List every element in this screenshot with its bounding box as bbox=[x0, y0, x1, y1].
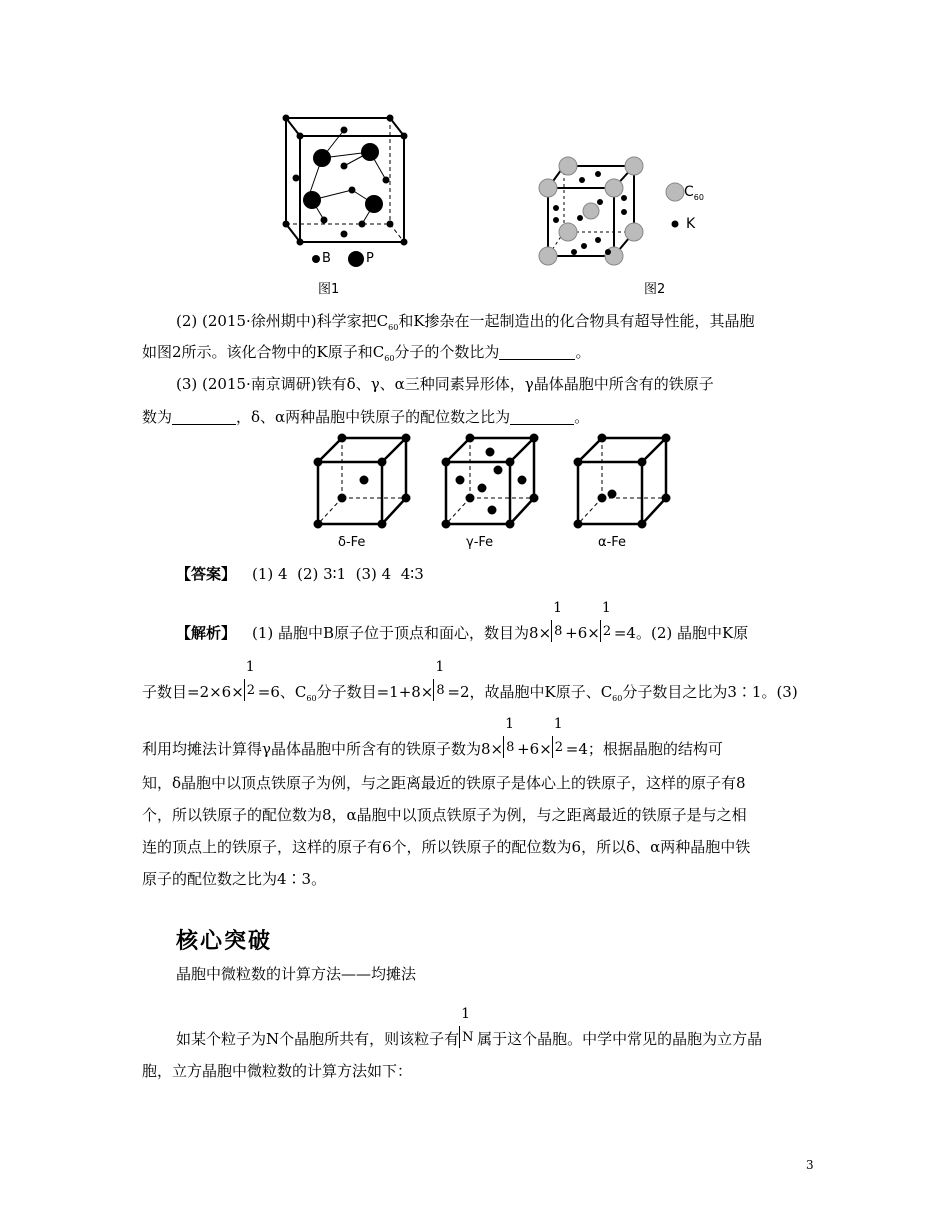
analysis-l2-d: =2，故晶胞中K原子、C bbox=[447, 683, 613, 701]
fig1-legend-b: B bbox=[322, 251, 331, 266]
fraction-1-2 bbox=[552, 716, 566, 758]
fig2-legend-c-sub: 60 bbox=[693, 193, 704, 202]
q2-end: 。 bbox=[575, 343, 591, 361]
frac-den: 2 bbox=[554, 740, 564, 755]
fig2-caption: 图2 bbox=[644, 282, 666, 297]
frac-den: 2 bbox=[602, 624, 612, 639]
answer-line bbox=[176, 563, 424, 584]
alpha-fe-cell bbox=[572, 432, 682, 532]
analysis-l2-b: =6、C bbox=[257, 683, 307, 701]
frac-bar bbox=[600, 620, 601, 642]
analysis-line-6: 连的顶点上的铁原子，这样的原子有6个，所以铁原子的配位数为6，所以δ、α两种晶胞中铁 bbox=[142, 838, 751, 856]
frac-bar bbox=[551, 620, 552, 642]
fraction-1-8 bbox=[551, 600, 565, 642]
frac-num: 1 bbox=[505, 716, 515, 732]
q2-sub-60: 60 bbox=[388, 323, 399, 332]
analysis-line-5: 个，所以铁原子的配位数为8，α晶胞中以顶点铁原子为例，与之距离最近的铁原子是与之相 bbox=[142, 806, 747, 824]
frac-den: 8 bbox=[554, 624, 563, 639]
alpha-fe-caption: α-Fe bbox=[598, 535, 627, 550]
frac-den: N bbox=[462, 1030, 474, 1045]
frac-num: 1 bbox=[553, 600, 563, 616]
answer-text: (1) 4 (2) 3∶1 (3) 4 4∶3 bbox=[252, 565, 424, 583]
frac-bar bbox=[503, 736, 504, 758]
q3-text-b: ，δ、α两种晶胞中铁原子的配位数之比为 bbox=[236, 408, 511, 426]
figure-1-bp-cell bbox=[276, 106, 416, 266]
analysis-label: 【解析】 bbox=[176, 624, 237, 642]
q2-line-1 bbox=[176, 310, 755, 332]
delta-fe-cell bbox=[312, 432, 422, 532]
q3-answer-blank-1[interactable] bbox=[172, 408, 236, 425]
analysis-l2-e: 分子数目之比为3∶1。(3) bbox=[622, 683, 798, 701]
analysis-line-3 bbox=[142, 716, 723, 759]
frac-bar bbox=[459, 1026, 460, 1048]
fig2-legend-c60 bbox=[684, 184, 704, 202]
frac-den: 2 bbox=[246, 683, 256, 698]
q3-line-2 bbox=[142, 406, 589, 427]
frac-num: 1 bbox=[553, 716, 563, 732]
q2-answer-blank[interactable] bbox=[499, 343, 575, 360]
analysis-l1-a: (1) 晶胞中B原子位于顶点和面心，数目为8× bbox=[252, 624, 552, 642]
frac-bar bbox=[244, 679, 245, 701]
sub-60: 60 bbox=[306, 694, 317, 703]
q2-text-a: (2) (2015·徐州期中)科学家把C bbox=[176, 312, 389, 330]
analysis-line-2 bbox=[142, 659, 798, 703]
q3-line-1: (3) (2015·南京调研)铁有δ、γ、α三种同素异形体，γ晶体晶胞中所含有的铁原子 bbox=[176, 375, 714, 393]
fraction-1-2 bbox=[600, 600, 614, 642]
frac-den: 8 bbox=[436, 683, 445, 698]
analysis-line-1 bbox=[176, 600, 749, 643]
q2-text-b: 和K掺杂在一起制造出的化合物具有超导性能，其晶胞 bbox=[398, 312, 755, 330]
fig2-legend-k: K bbox=[686, 216, 696, 232]
q2-text-d: 分子的个数比为 bbox=[394, 343, 500, 361]
fraction-1-8 bbox=[433, 659, 447, 701]
answer-label: 【答案】 bbox=[176, 565, 237, 583]
q3-answer-blank-2[interactable] bbox=[510, 408, 574, 425]
analysis-l2-a: 子数目=2×6× bbox=[142, 683, 244, 701]
section-subtitle: 晶胞中微粒数的计算方法——均摊法 bbox=[176, 965, 417, 983]
fraction-1-8 bbox=[503, 716, 517, 758]
frac-num: 1 bbox=[435, 659, 445, 675]
frac-den: 8 bbox=[506, 740, 515, 755]
analysis-l1-c: =4。(2) 晶胞中K原 bbox=[613, 624, 749, 642]
gamma-fe-caption: γ-Fe bbox=[466, 535, 494, 550]
analysis-line-4: 知，δ晶胞中以顶点铁原子为例，与之距离最近的铁原子是体心上的铁原子，这样的原子有8 bbox=[142, 774, 746, 792]
frac-num: 1 bbox=[461, 1006, 471, 1022]
core-p1-a: 如某个粒子为N个晶胞所共有，则该粒子有 bbox=[176, 1030, 460, 1048]
q2-sub-60-b: 60 bbox=[384, 354, 395, 363]
analysis-l3-b: +6× bbox=[517, 740, 552, 758]
q3-text-a: 数为 bbox=[142, 408, 173, 426]
core-paragraph-line-2: 胞，立方晶胞中微粒数的计算方法如下： bbox=[142, 1062, 413, 1080]
analysis-l3-a: 利用均摊法计算得γ晶体晶胞中所含有的铁原子数为8× bbox=[142, 740, 504, 758]
fig2-legend-c: C bbox=[684, 184, 694, 200]
frac-num: 1 bbox=[601, 600, 611, 616]
analysis-l3-c: =4；根据晶胞的结构可 bbox=[565, 740, 723, 758]
core-paragraph-line-1 bbox=[176, 1006, 763, 1049]
sub-60: 60 bbox=[612, 694, 623, 703]
gamma-fe-cell bbox=[440, 432, 550, 532]
fraction-1-n bbox=[459, 1006, 474, 1048]
frac-bar bbox=[552, 736, 553, 758]
analysis-l2-c: 分子数目=1+8× bbox=[316, 683, 434, 701]
fraction-1-2 bbox=[244, 659, 258, 701]
analysis-l1-b: +6× bbox=[565, 624, 600, 642]
q2-line-2 bbox=[142, 341, 590, 363]
page-number: 3 bbox=[806, 1158, 814, 1172]
fig1-legend-p: P bbox=[366, 251, 374, 266]
q2-text-c: 如图2所示。该化合物中的K原子和C bbox=[142, 343, 385, 361]
q3-end: 。 bbox=[574, 408, 590, 426]
figure-2-k-c60-cell bbox=[538, 158, 708, 268]
fig1-caption: 图1 bbox=[318, 282, 340, 297]
delta-fe-caption: δ-Fe bbox=[338, 535, 366, 550]
frac-bar bbox=[433, 679, 434, 701]
analysis-line-7: 原子的配位数之比为4∶3。 bbox=[142, 870, 327, 888]
frac-num: 1 bbox=[245, 659, 255, 675]
section-heading: 核心突破 bbox=[176, 929, 273, 954]
core-p1-b: 属于这个晶胞。中学中常见的晶胞为立方晶 bbox=[477, 1030, 763, 1048]
